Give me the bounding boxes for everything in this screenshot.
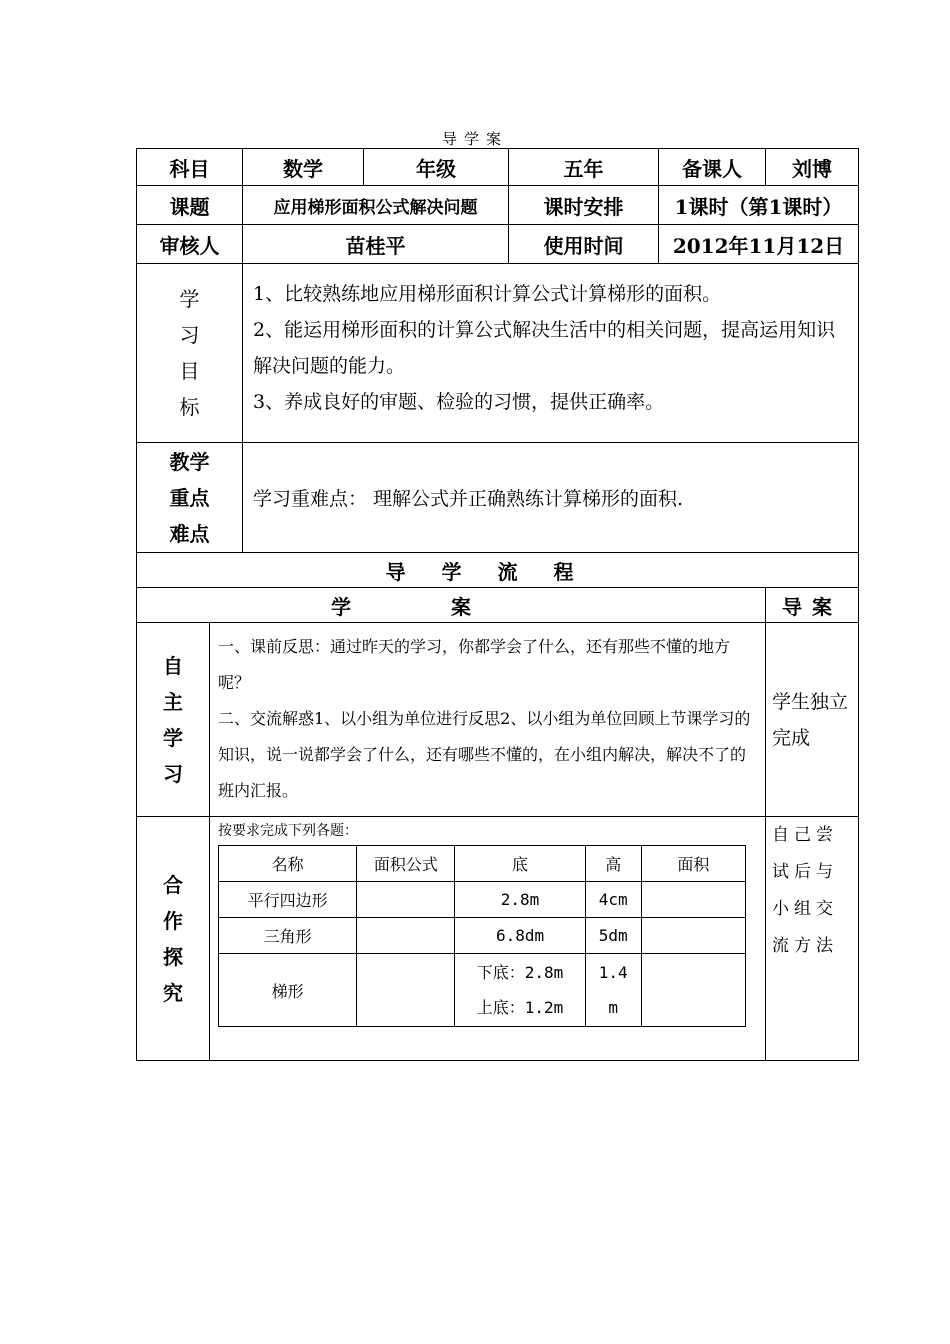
self-study-paragraph: 一、课前反思：通过昨天的学习，你都学会了什么，还有那些不懂的地方呢？ xyxy=(218,637,731,692)
date-value: 2012年11月12日 xyxy=(659,225,859,264)
key-points-label: 教学 重点 难点 xyxy=(137,443,243,553)
flow-title: 导学流程 xyxy=(137,553,859,588)
study-header: 学案 xyxy=(137,588,766,623)
grade-label: 年级 xyxy=(364,149,509,186)
header-row-3 xyxy=(137,225,859,264)
cooperation-row xyxy=(137,817,859,1061)
shape-name: 梯形 xyxy=(219,954,357,1027)
height-cell: 4cm xyxy=(585,882,641,918)
formula-cell xyxy=(357,954,455,1027)
cooperation-guide: 自己尝试后与小组交流方法 xyxy=(766,817,859,1061)
height-cell: 5dm xyxy=(585,918,641,954)
table-row xyxy=(219,882,746,918)
subject-value: 数学 xyxy=(243,149,364,186)
upper-base: 上底：1.2m xyxy=(476,998,564,1017)
shape-name: 平行四边形 xyxy=(219,882,357,918)
col-header-formula: 面积公式 xyxy=(357,846,455,882)
self-study-content xyxy=(210,623,766,817)
base-cell xyxy=(455,954,585,1027)
area-cell xyxy=(641,882,745,918)
reviewer-label: 审核人 xyxy=(137,225,243,264)
self-study-row xyxy=(137,623,859,817)
topic-value: 应用梯形面积公式解决问题 xyxy=(243,186,509,225)
self-study-paragraph: 二、交流解惑1、以小组为单位进行反思2、以小组为单位回顾上节课学习的知识，说一说都学会了什么，还有哪些不懂的，在小组内解决，解决不了的班内汇报。 xyxy=(218,709,751,800)
cooperation-intro: 按要求完成下列各题： xyxy=(218,823,358,839)
self-study-label: 自 主 学 习 xyxy=(137,623,210,817)
preparer-value: 刘博 xyxy=(766,149,859,186)
goals-label: 学 习 目 标 xyxy=(137,264,243,443)
goals-content xyxy=(243,264,859,443)
cooperation-content xyxy=(210,817,766,1061)
date-label: 使用时间 xyxy=(509,225,659,264)
goals-row xyxy=(137,264,859,443)
exercise-table xyxy=(218,845,746,1027)
key-points-text: 学习重难点： 理解公式并正确熟练计算梯形的面积. xyxy=(243,443,859,553)
area-cell xyxy=(641,918,745,954)
topic-label: 课题 xyxy=(137,186,243,225)
key-points-row xyxy=(137,443,859,553)
exercise-header-row xyxy=(219,846,746,882)
table-row xyxy=(219,954,746,1027)
doc-title: 导学案 xyxy=(441,130,508,148)
table-row xyxy=(219,918,746,954)
formula-cell xyxy=(357,918,455,954)
goal-item: 2、能运用梯形面积的计算公式解决生活中的相关问题，提高运用知识解决问题的能力。 xyxy=(253,319,836,377)
schedule-label: 课时安排 xyxy=(509,186,659,225)
goal-item: 3、养成良好的审题、检验的习惯，提供正确率。 xyxy=(253,391,665,413)
goal-item: 1、比较熟练地应用梯形面积计算公式计算梯形的面积。 xyxy=(253,283,722,305)
subject-label: 科目 xyxy=(137,149,243,186)
formula-cell xyxy=(357,882,455,918)
col-header-height: 高 xyxy=(585,846,641,882)
col-header-base: 底 xyxy=(455,846,585,882)
flow-title-row xyxy=(137,553,859,588)
preparer-label: 备课人 xyxy=(659,149,766,186)
base-cell: 2.8m xyxy=(455,882,585,918)
self-study-guide: 学生独立完成 xyxy=(766,623,859,817)
reviewer-value: 苗桂平 xyxy=(243,225,509,264)
base-cell: 6.8dm xyxy=(455,918,585,954)
lower-base: 下底：2.8m xyxy=(476,963,564,982)
lesson-plan-table xyxy=(136,148,859,1061)
height-cell: 1.4 m xyxy=(585,954,641,1027)
guide-header: 导案 xyxy=(766,588,859,623)
grade-value: 五年 xyxy=(509,149,659,186)
col-header-area: 面积 xyxy=(641,846,745,882)
col-header-name: 名称 xyxy=(219,846,357,882)
schedule-value: 1课时（第1课时） xyxy=(659,186,859,225)
header-row-1 xyxy=(137,149,859,186)
section-header-row xyxy=(137,588,859,623)
cooperation-label: 合 作 探 究 xyxy=(137,817,210,1061)
area-cell xyxy=(641,954,745,1027)
shape-name: 三角形 xyxy=(219,918,357,954)
header-row-2 xyxy=(137,186,859,225)
